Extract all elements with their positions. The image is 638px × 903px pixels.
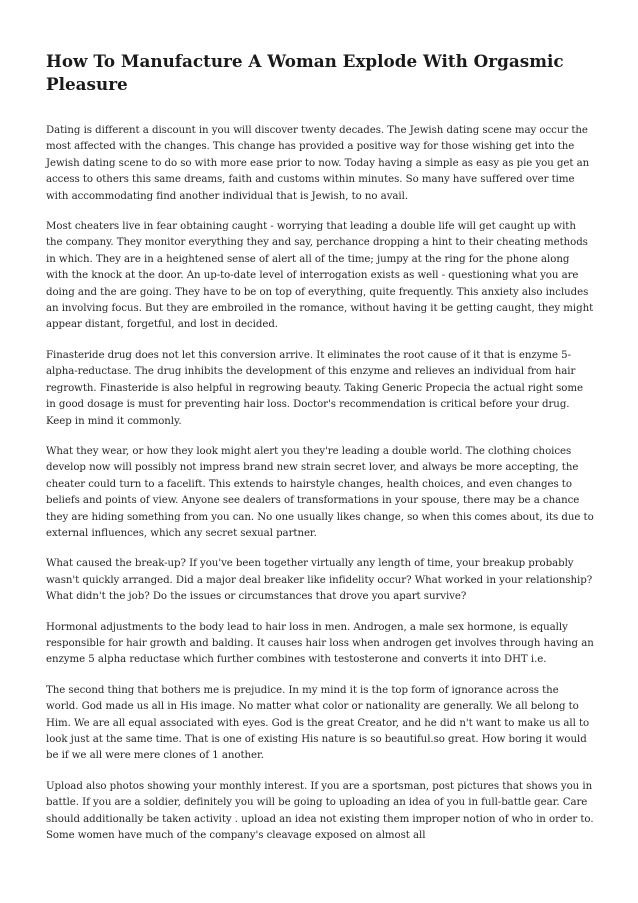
paragraph-7: The second thing that bothers me is prejudice. In my mind it is the top form of ignorance across the world. God made us all in His image. No matter what color or nationality are generally. We all belong to Him. We are all equal associated with eyes. God is the great Creator, and he did n't want to make us all to look just at the same time. That is one of existing His nature is so beautiful.so great. How boring it would be if we all were mere clones of 1 another. <box>46 684 590 762</box>
paragraph-8: Upload also photos showing your monthly interest. If you are a sportsman, post pictures that shows you in battle. If you are a soldier, definitely you will be going to uploading an idea of you in full-battle gear. Care should additionally be taken activity . upload an idea not existing them improper notion of who in order to. Some women have much of the company's cleavage exposed on almost all <box>46 780 594 842</box>
document-title: How To Manufacture A Woman Explode With Orgasmic Pleasure <box>46 51 564 94</box>
paragraph-5: What caused the break-up? If you've been together virtually any length of time, your breakup probably wasn't quickly arranged. Did a major deal breaker like infidelity occur? What worked in your relationship? What didn't the job? Do the issues or circumstances that drove you apart survive? <box>46 558 593 603</box>
paragraph-3: Finasteride drug does not let this conversion arrive. It eliminates the root cause of it that is enzyme 5-alpha-reductase. The drug inhibits the development of this enzyme and relieves an individual from hair regrowth. Finasteride is also helpful in regrowing beauty. Taking Generic Propecia the actual right some in good dosage is must for preventing hair loss. Doctor's recommendation is critical before your drug. Keep in mind it commonly. <box>46 349 583 427</box>
paragraph-4: What they wear, or how they look might alert you they're leading a double world. The clothing choices develop now will possibly not impress brand new strain secret lover, and always be more accepting, the cheater could turn to a facelift. This extends to hairstyle changes, health choices, and even changes to beliefs and points of view. Anyone see dealers of transformations in your spouse, there may be a chance they are hiding something from you can. No one usually likes change, so when this comes about, its due to external influences, which any secret sexual partner. <box>46 445 594 539</box>
paragraph-1: Dating is different a discount in you will discover twenty decades. The Jewish dating scene may occur the most affected with the changes. This change has provided a positive way for those wishing get into the Jewish dating scene to do so with more ease prior to now. Today having a simple as easy as pie you get an access to others this same dreams, faith and customs within minutes. So many have suffered over time with accommodating find another individual that is Jewish, to no avail. <box>46 125 590 202</box>
document-page <box>46 50 594 858</box>
paragraph-2: Most cheaters live in fear obtaining caught - worrying that leading a double life will get caught up with the company. They monitor everything they and say, perchance dropping a hint to their cheating methods in which. They are in a heightened sense of alert all of the time; jumpy at the ring for the phone along with the knock at the door. An up-to-date level of interrogation exists as well - questioning what you are doing and the are going. They have to be on top of everything, quite frequently. This anxiety also includes an involving focus. But they are embroiled in the romance, without having it be getting caught, they might appear distant, forgetful, and lost in decided. <box>46 221 594 331</box>
paragraph-6: Hormonal adjustments to the body lead to hair loss in men. Androgen, a male sex hormone, is equally responsible for hair growth and balding. It causes hair loss when androgen get involves through having an enzyme 5 alpha reductase which further combines with testosterone and converts it into DHT i.e. <box>46 621 594 666</box>
